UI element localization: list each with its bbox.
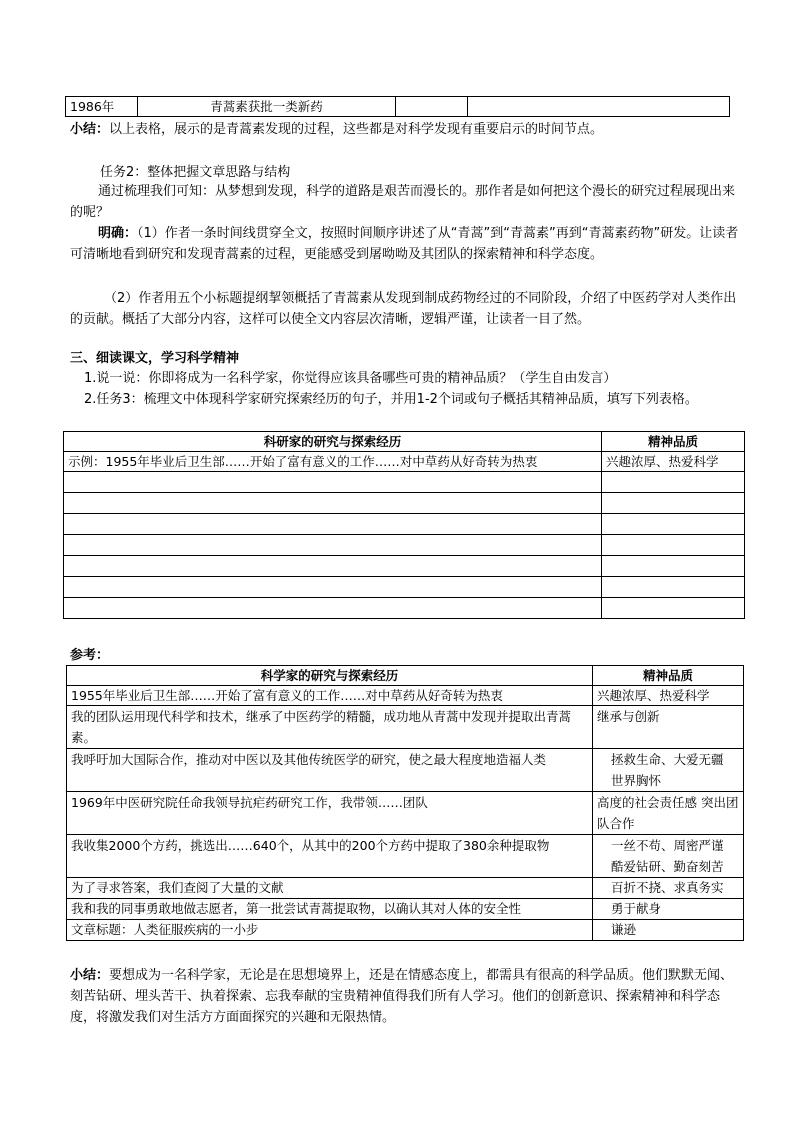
section3-q1: 1.说一说：你即将成为一名科学家，你觉得应该具备哪些可贵的精神品质？（学生自由发言） <box>84 371 617 386</box>
table-cell: 谦逊 <box>593 920 744 941</box>
table-cell: 继承与创新 <box>593 706 744 749</box>
table-row <box>66 97 730 117</box>
table-row <box>67 835 744 878</box>
timeline-table-tail <box>65 96 730 117</box>
table-cell: 1969年中医研究院任命我领导抗疟药研究工作，我带领……团队 <box>67 792 593 835</box>
table-row <box>67 706 744 749</box>
task2-answer-2: （2）作者用五个小标题提纲挈领概括了青蒿素从发现到制成药物经过的不同阶段，介绍了中医药学对人类作出的贡献。概括了大部分内容，这样可以使全文内容层次清晰，逻辑严谨，让读者一目了然。 <box>70 291 737 327</box>
table-header-row <box>64 432 745 452</box>
table-row <box>67 749 744 792</box>
table-cell: 1955年毕业后卫生部……开始了富有意义的工作……对中草药从好奇转为热衷 <box>67 686 593 706</box>
table-cell: 百折不挠、求真务实 <box>593 878 744 899</box>
blank-cell[interactable] <box>64 472 602 493</box>
blank-cell[interactable] <box>602 535 745 556</box>
table-cell: 兴趣浓厚、热爱科学 <box>602 452 745 472</box>
column-header: 科研家的研究与探索经历 <box>64 432 602 452</box>
blank-cell[interactable] <box>64 493 602 514</box>
table-cell: 高度的社会责任感 突出团队合作 <box>593 792 744 835</box>
blank-cell[interactable] <box>64 514 602 535</box>
table-row[interactable] <box>64 577 745 598</box>
table-row <box>67 792 744 835</box>
table-cell: 我收集2000个方药，挑选出……640个，从其中的200个方药中提取了380余种提取物 <box>67 835 593 878</box>
worksheet-table <box>63 431 745 619</box>
table-cell: 文章标题：人类征服疾病的一小步 <box>67 920 593 941</box>
table-row[interactable] <box>64 472 745 493</box>
reference-label: 参考： <box>70 648 110 663</box>
table-row[interactable] <box>64 493 745 514</box>
table-row[interactable] <box>64 556 745 577</box>
blank-cell[interactable] <box>64 556 602 577</box>
task2-answer-1: 明确：（1）作者一条时间线贯穿全文，按照时间顺序讲述了从“青蒿”到“青蒿素”再到“青蒿素药物”研发。让读者可清晰地看到研究和发现青蒿素的过程，更能感受到屠呦呦及其团队的探索精神和科学态度。 <box>70 226 739 262</box>
table-cell: 我呼吁加大国际合作，推动对中医以及其他传统医学的研究，使之最大程度地造福人类 <box>67 749 593 792</box>
reference-table <box>66 665 744 941</box>
column-header: 精神品质 <box>593 666 744 686</box>
task2-intro: 通过梳理我们可知：从梦想到发现，科学的道路是艰苦而漫长的。那作者是如何把这个漫长的研究过程展现出来的呢？ <box>70 184 736 220</box>
empty-cell <box>468 97 730 117</box>
table-cell: 为了寻求答案，我们查阅了大量的文献 <box>67 878 593 899</box>
table-row <box>67 899 744 920</box>
table-cell: 示例：1955年毕业后卫生部……开始了富有意义的工作……对中草药从好奇转为热衷 <box>64 452 602 472</box>
table-row <box>67 686 744 706</box>
table-row <box>67 920 744 941</box>
blank-cell[interactable] <box>602 472 745 493</box>
table-row <box>67 878 744 899</box>
blank-cell[interactable] <box>602 556 745 577</box>
summary-2: 小结：要想成为一名科学家，无论是在思想境界上，还是在情感态度上，都需具有很高的科学品质。他们默默无闻、刻苦钻研、埋头苦干、执着探索、忘我奉献的宝贵精神值得我们所有人学习。他们的创新意识、探索精神和科学态度，将激发我们对生活方方面面探究的兴趣和无限热情。 <box>70 968 734 1025</box>
table-cell: 一丝不苟、周密严谨 酷爱钻研、勤奋刻苦 <box>593 835 744 878</box>
summary-1: 小结：以上表格，展示的是青蒿素发现的过程，这些都是对科学发现有重要启示的时间节点。 <box>70 122 604 137</box>
blank-cell[interactable] <box>602 577 745 598</box>
table-row <box>64 452 745 472</box>
column-header: 精神品质 <box>602 432 745 452</box>
table-header-row <box>67 666 744 686</box>
blank-cell[interactable] <box>602 598 745 619</box>
table-cell: 勇于献身 <box>593 899 744 920</box>
table-row[interactable] <box>64 514 745 535</box>
section3-heading: 三、细读课文，学习科学精神 <box>70 351 240 366</box>
table-row[interactable] <box>64 535 745 556</box>
task2-heading: 任务2：整体把握文章思路与结构 <box>100 165 291 180</box>
table-cell: 拯救生命、大爱无疆 世界胸怀 <box>593 749 744 792</box>
empty-cell <box>396 97 468 117</box>
table-cell: 我的团队运用现代科学和技术，继承了中医药学的精髓，成功地从青蒿中发现并提取出青蒿素。 <box>67 706 593 749</box>
blank-cell[interactable] <box>64 577 602 598</box>
blank-cell[interactable] <box>64 535 602 556</box>
section3-q2: 2.任务3：梳理文中体现科学家研究探索经历的句子，并用1-2个词或句子概括其精神品质，填写下列表格。 <box>84 392 698 407</box>
event-cell: 青蒿素获批一类新药 <box>138 97 396 117</box>
table-row[interactable] <box>64 598 745 619</box>
column-header: 科学家的研究与探索经历 <box>67 666 593 686</box>
blank-cell[interactable] <box>602 493 745 514</box>
blank-cell[interactable] <box>602 514 745 535</box>
table-cell: 兴趣浓厚、热爱科学 <box>593 686 744 706</box>
blank-cell[interactable] <box>64 598 602 619</box>
year-cell: 1986年 <box>66 97 138 117</box>
table-cell: 我和我的同事勇敢地做志愿者，第一批尝试青蒿提取物，以确认其对人体的安全性 <box>67 899 593 920</box>
